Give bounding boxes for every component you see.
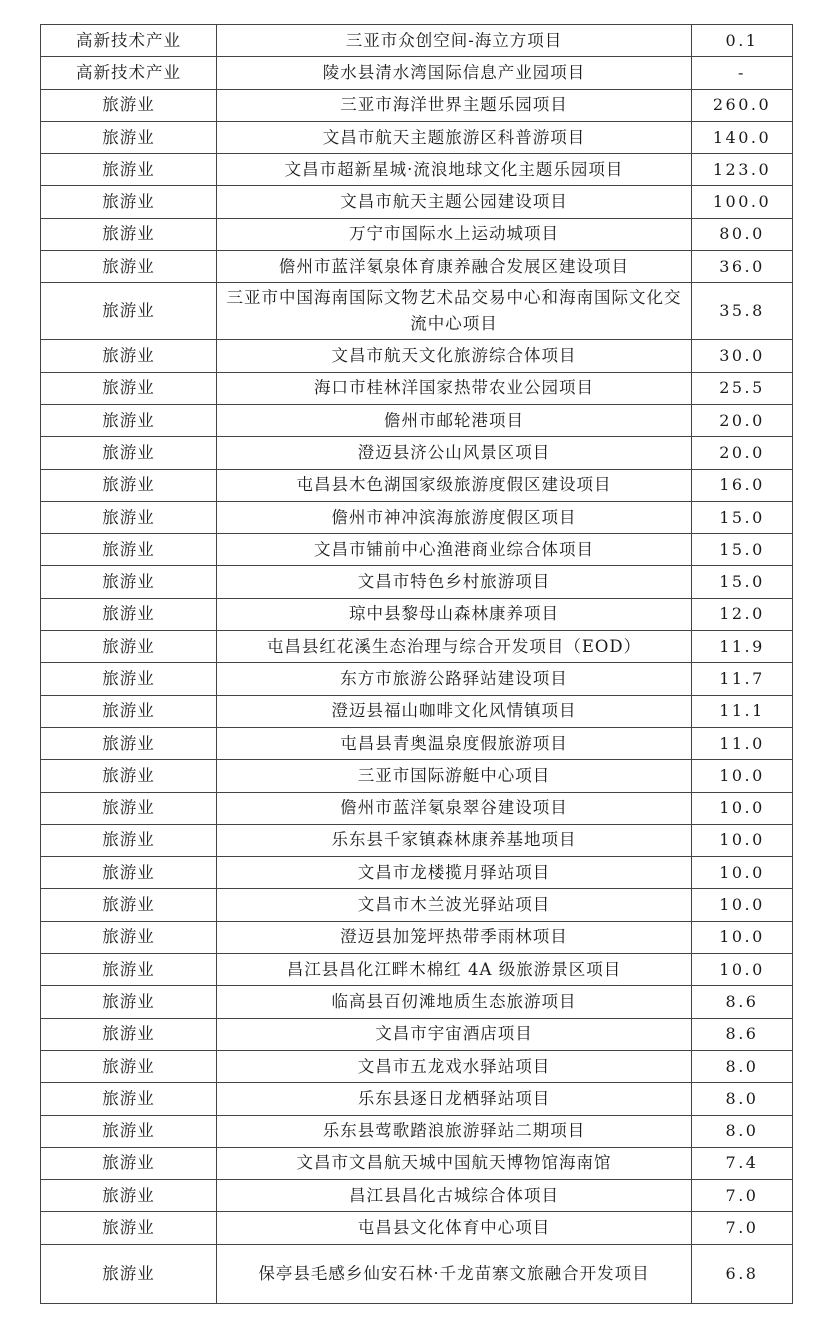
industry-cell: 旅游业: [41, 89, 217, 121]
project-name-cell: 屯昌县青奥温泉度假旅游项目: [217, 727, 692, 759]
table-row: [41, 186, 793, 218]
investment-value-cell: 8.0: [692, 1115, 793, 1147]
industry-cell: 旅游业: [41, 1115, 217, 1147]
industry-cell: 高新技术产业: [41, 25, 217, 57]
industry-cell: 旅游业: [41, 566, 217, 598]
industry-cell: 高新技术产业: [41, 57, 217, 89]
investment-value-cell: 36.0: [692, 251, 793, 283]
investment-value-cell: 8.0: [692, 1083, 793, 1115]
table-row: [41, 792, 793, 824]
industry-cell: 旅游业: [41, 121, 217, 153]
investment-value-cell: 8.0: [692, 1050, 793, 1082]
industry-cell: 旅游业: [41, 251, 217, 283]
project-name-cell: 三亚市国际游艇中心项目: [217, 760, 692, 792]
industry-cell: 旅游业: [41, 186, 217, 218]
investment-value-cell: 8.6: [692, 986, 793, 1018]
project-name-cell: 乐东县逐日龙栖驿站项目: [217, 1083, 692, 1115]
industry-cell: 旅游业: [41, 889, 217, 921]
project-name-cell: 文昌市五龙戏水驿站项目: [217, 1050, 692, 1082]
investment-value-cell: 10.0: [692, 857, 793, 889]
project-name-cell: 万宁市国际水上运动城项目: [217, 218, 692, 250]
project-name-cell: 文昌市航天文化旅游综合体项目: [217, 340, 692, 372]
project-name-cell: 昌江县昌化古城综合体项目: [217, 1180, 692, 1212]
project-name-cell: 文昌市木兰波光驿站项目: [217, 889, 692, 921]
investment-value-cell: 7.4: [692, 1147, 793, 1179]
project-name-cell: 乐东县千家镇森林康养基地项目: [217, 824, 692, 856]
investment-value-cell: 11.9: [692, 631, 793, 663]
table-row: [41, 1050, 793, 1082]
industry-cell: 旅游业: [41, 792, 217, 824]
project-name-cell: 三亚市众创空间-海立方项目: [217, 25, 692, 57]
investment-value-cell: 15.0: [692, 501, 793, 533]
industry-cell: 旅游业: [41, 1147, 217, 1179]
project-name-cell: 海口市桂林洋国家热带农业公园项目: [217, 372, 692, 404]
table-row: [41, 1180, 793, 1212]
investment-value-cell: 15.0: [692, 534, 793, 566]
industry-cell: 旅游业: [41, 404, 217, 436]
investment-value-cell: 25.5: [692, 372, 793, 404]
table-row: [41, 218, 793, 250]
investment-value-cell: 7.0: [692, 1212, 793, 1244]
industry-cell: 旅游业: [41, 986, 217, 1018]
project-name-cell: 澄迈县福山咖啡文化风情镇项目: [217, 695, 692, 727]
investment-value-cell: 10.0: [692, 824, 793, 856]
table-row: [41, 57, 793, 89]
table-row: [41, 534, 793, 566]
project-name-cell: 文昌市航天主题公园建设项目: [217, 186, 692, 218]
table-row: [41, 25, 793, 57]
project-name-cell: 儋州市蓝洋氡泉体育康养融合发展区建设项目: [217, 251, 692, 283]
investment-value-cell: 35.8: [692, 283, 793, 340]
table-row: [41, 372, 793, 404]
table-row: [41, 663, 793, 695]
project-name-cell: 文昌市文昌航天城中国航天博物馆海南馆: [217, 1147, 692, 1179]
industry-cell: 旅游业: [41, 663, 217, 695]
industry-cell: 旅游业: [41, 437, 217, 469]
industry-cell: 旅游业: [41, 1180, 217, 1212]
table-row: [41, 1115, 793, 1147]
table-row: [41, 251, 793, 283]
investment-value-cell: 20.0: [692, 404, 793, 436]
industry-cell: 旅游业: [41, 954, 217, 986]
industry-cell: 旅游业: [41, 218, 217, 250]
project-name-cell: 文昌市航天主题旅游区科普游项目: [217, 121, 692, 153]
investment-value-cell: 0.1: [692, 25, 793, 57]
industry-cell: 旅游业: [41, 921, 217, 953]
table-row: [41, 1018, 793, 1050]
investment-value-cell: 10.0: [692, 760, 793, 792]
project-table: [40, 24, 793, 1304]
project-table-container: [40, 24, 792, 1304]
investment-value-cell: 15.0: [692, 566, 793, 598]
industry-cell: 旅游业: [41, 372, 217, 404]
industry-cell: 旅游业: [41, 534, 217, 566]
table-row: [41, 501, 793, 533]
project-name-cell: 文昌市超新星城·流浪地球文化主题乐园项目: [217, 154, 692, 186]
project-name-cell: 儋州市神冲滨海旅游度假区项目: [217, 501, 692, 533]
project-name-cell: 屯昌县文化体育中心项目: [217, 1212, 692, 1244]
project-name-cell: 文昌市宇宙酒店项目: [217, 1018, 692, 1050]
table-row: [41, 954, 793, 986]
industry-cell: 旅游业: [41, 727, 217, 759]
industry-cell: 旅游业: [41, 154, 217, 186]
table-row: [41, 89, 793, 121]
project-name-cell: 陵水县清水湾国际信息产业园项目: [217, 57, 692, 89]
investment-value-cell: 100.0: [692, 186, 793, 218]
project-name-cell: 文昌市龙楼揽月驿站项目: [217, 857, 692, 889]
industry-cell: 旅游业: [41, 695, 217, 727]
investment-value-cell: 260.0: [692, 89, 793, 121]
investment-value-cell: 11.1: [692, 695, 793, 727]
project-name-cell: 临高县百仞滩地质生态旅游项目: [217, 986, 692, 1018]
table-row: [41, 154, 793, 186]
table-row: [41, 727, 793, 759]
project-name-cell: 东方市旅游公路驿站建设项目: [217, 663, 692, 695]
investment-value-cell: 16.0: [692, 469, 793, 501]
table-row: [41, 631, 793, 663]
industry-cell: 旅游业: [41, 824, 217, 856]
industry-cell: 旅游业: [41, 1083, 217, 1115]
industry-cell: 旅游业: [41, 1050, 217, 1082]
table-row: [41, 695, 793, 727]
industry-cell: 旅游业: [41, 1212, 217, 1244]
project-name-cell: 三亚市海洋世界主题乐园项目: [217, 89, 692, 121]
table-row: [41, 1083, 793, 1115]
investment-value-cell: 80.0: [692, 218, 793, 250]
table-row: [41, 857, 793, 889]
project-name-cell: 屯昌县木色湖国家级旅游度假区建设项目: [217, 469, 692, 501]
industry-cell: 旅游业: [41, 598, 217, 630]
industry-cell: 旅游业: [41, 469, 217, 501]
investment-value-cell: 10.0: [692, 921, 793, 953]
investment-value-cell: 6.8: [692, 1244, 793, 1303]
project-name-cell: 昌江县昌化江畔木棉红 4A 级旅游景区项目: [217, 954, 692, 986]
investment-value-cell: 10.0: [692, 889, 793, 921]
project-name-cell: 澄迈县加笼坪热带季雨林项目: [217, 921, 692, 953]
project-name-cell: 文昌市铺前中心渔港商业综合体项目: [217, 534, 692, 566]
table-row: [41, 566, 793, 598]
project-name-cell: 儋州市蓝洋氡泉翠谷建设项目: [217, 792, 692, 824]
table-row: [41, 986, 793, 1018]
investment-value-cell: 12.0: [692, 598, 793, 630]
investment-value-cell: 123.0: [692, 154, 793, 186]
investment-value-cell: 30.0: [692, 340, 793, 372]
project-name-cell: 儋州市邮轮港项目: [217, 404, 692, 436]
table-row: [41, 824, 793, 856]
industry-cell: 旅游业: [41, 857, 217, 889]
project-name-cell: 澄迈县济公山风景区项目: [217, 437, 692, 469]
project-name-cell: 保亭县毛感乡仙安石林·千龙苗寨文旅融合开发项目: [217, 1244, 692, 1303]
investment-value-cell: 10.0: [692, 792, 793, 824]
investment-value-cell: -: [692, 57, 793, 89]
investment-value-cell: 10.0: [692, 954, 793, 986]
industry-cell: 旅游业: [41, 501, 217, 533]
table-row: [41, 404, 793, 436]
investment-value-cell: 11.7: [692, 663, 793, 695]
table-row: [41, 283, 793, 340]
table-row: [41, 921, 793, 953]
project-name-cell: 文昌市特色乡村旅游项目: [217, 566, 692, 598]
investment-value-cell: 8.6: [692, 1018, 793, 1050]
industry-cell: 旅游业: [41, 1244, 217, 1303]
table-row: [41, 437, 793, 469]
industry-cell: 旅游业: [41, 283, 217, 340]
table-row: [41, 889, 793, 921]
industry-cell: 旅游业: [41, 631, 217, 663]
table-row: [41, 1147, 793, 1179]
table-row: [41, 1244, 793, 1303]
table-row: [41, 760, 793, 792]
table-row: [41, 598, 793, 630]
industry-cell: 旅游业: [41, 760, 217, 792]
table-row: [41, 469, 793, 501]
project-name-cell: 屯昌县红花溪生态治理与综合开发项目（EOD）: [217, 631, 692, 663]
project-table-body: [41, 25, 793, 1304]
investment-value-cell: 7.0: [692, 1180, 793, 1212]
industry-cell: 旅游业: [41, 1018, 217, 1050]
investment-value-cell: 11.0: [692, 727, 793, 759]
investment-value-cell: 140.0: [692, 121, 793, 153]
project-name-cell: 琼中县黎母山森林康养项目: [217, 598, 692, 630]
investment-value-cell: 20.0: [692, 437, 793, 469]
table-row: [41, 1212, 793, 1244]
table-row: [41, 121, 793, 153]
project-name-cell: 三亚市中国海南国际文物艺术品交易中心和海南国际文化交流中心项目: [217, 283, 692, 340]
table-row: [41, 340, 793, 372]
project-name-cell: 乐东县莺歌踏浪旅游驿站二期项目: [217, 1115, 692, 1147]
industry-cell: 旅游业: [41, 340, 217, 372]
